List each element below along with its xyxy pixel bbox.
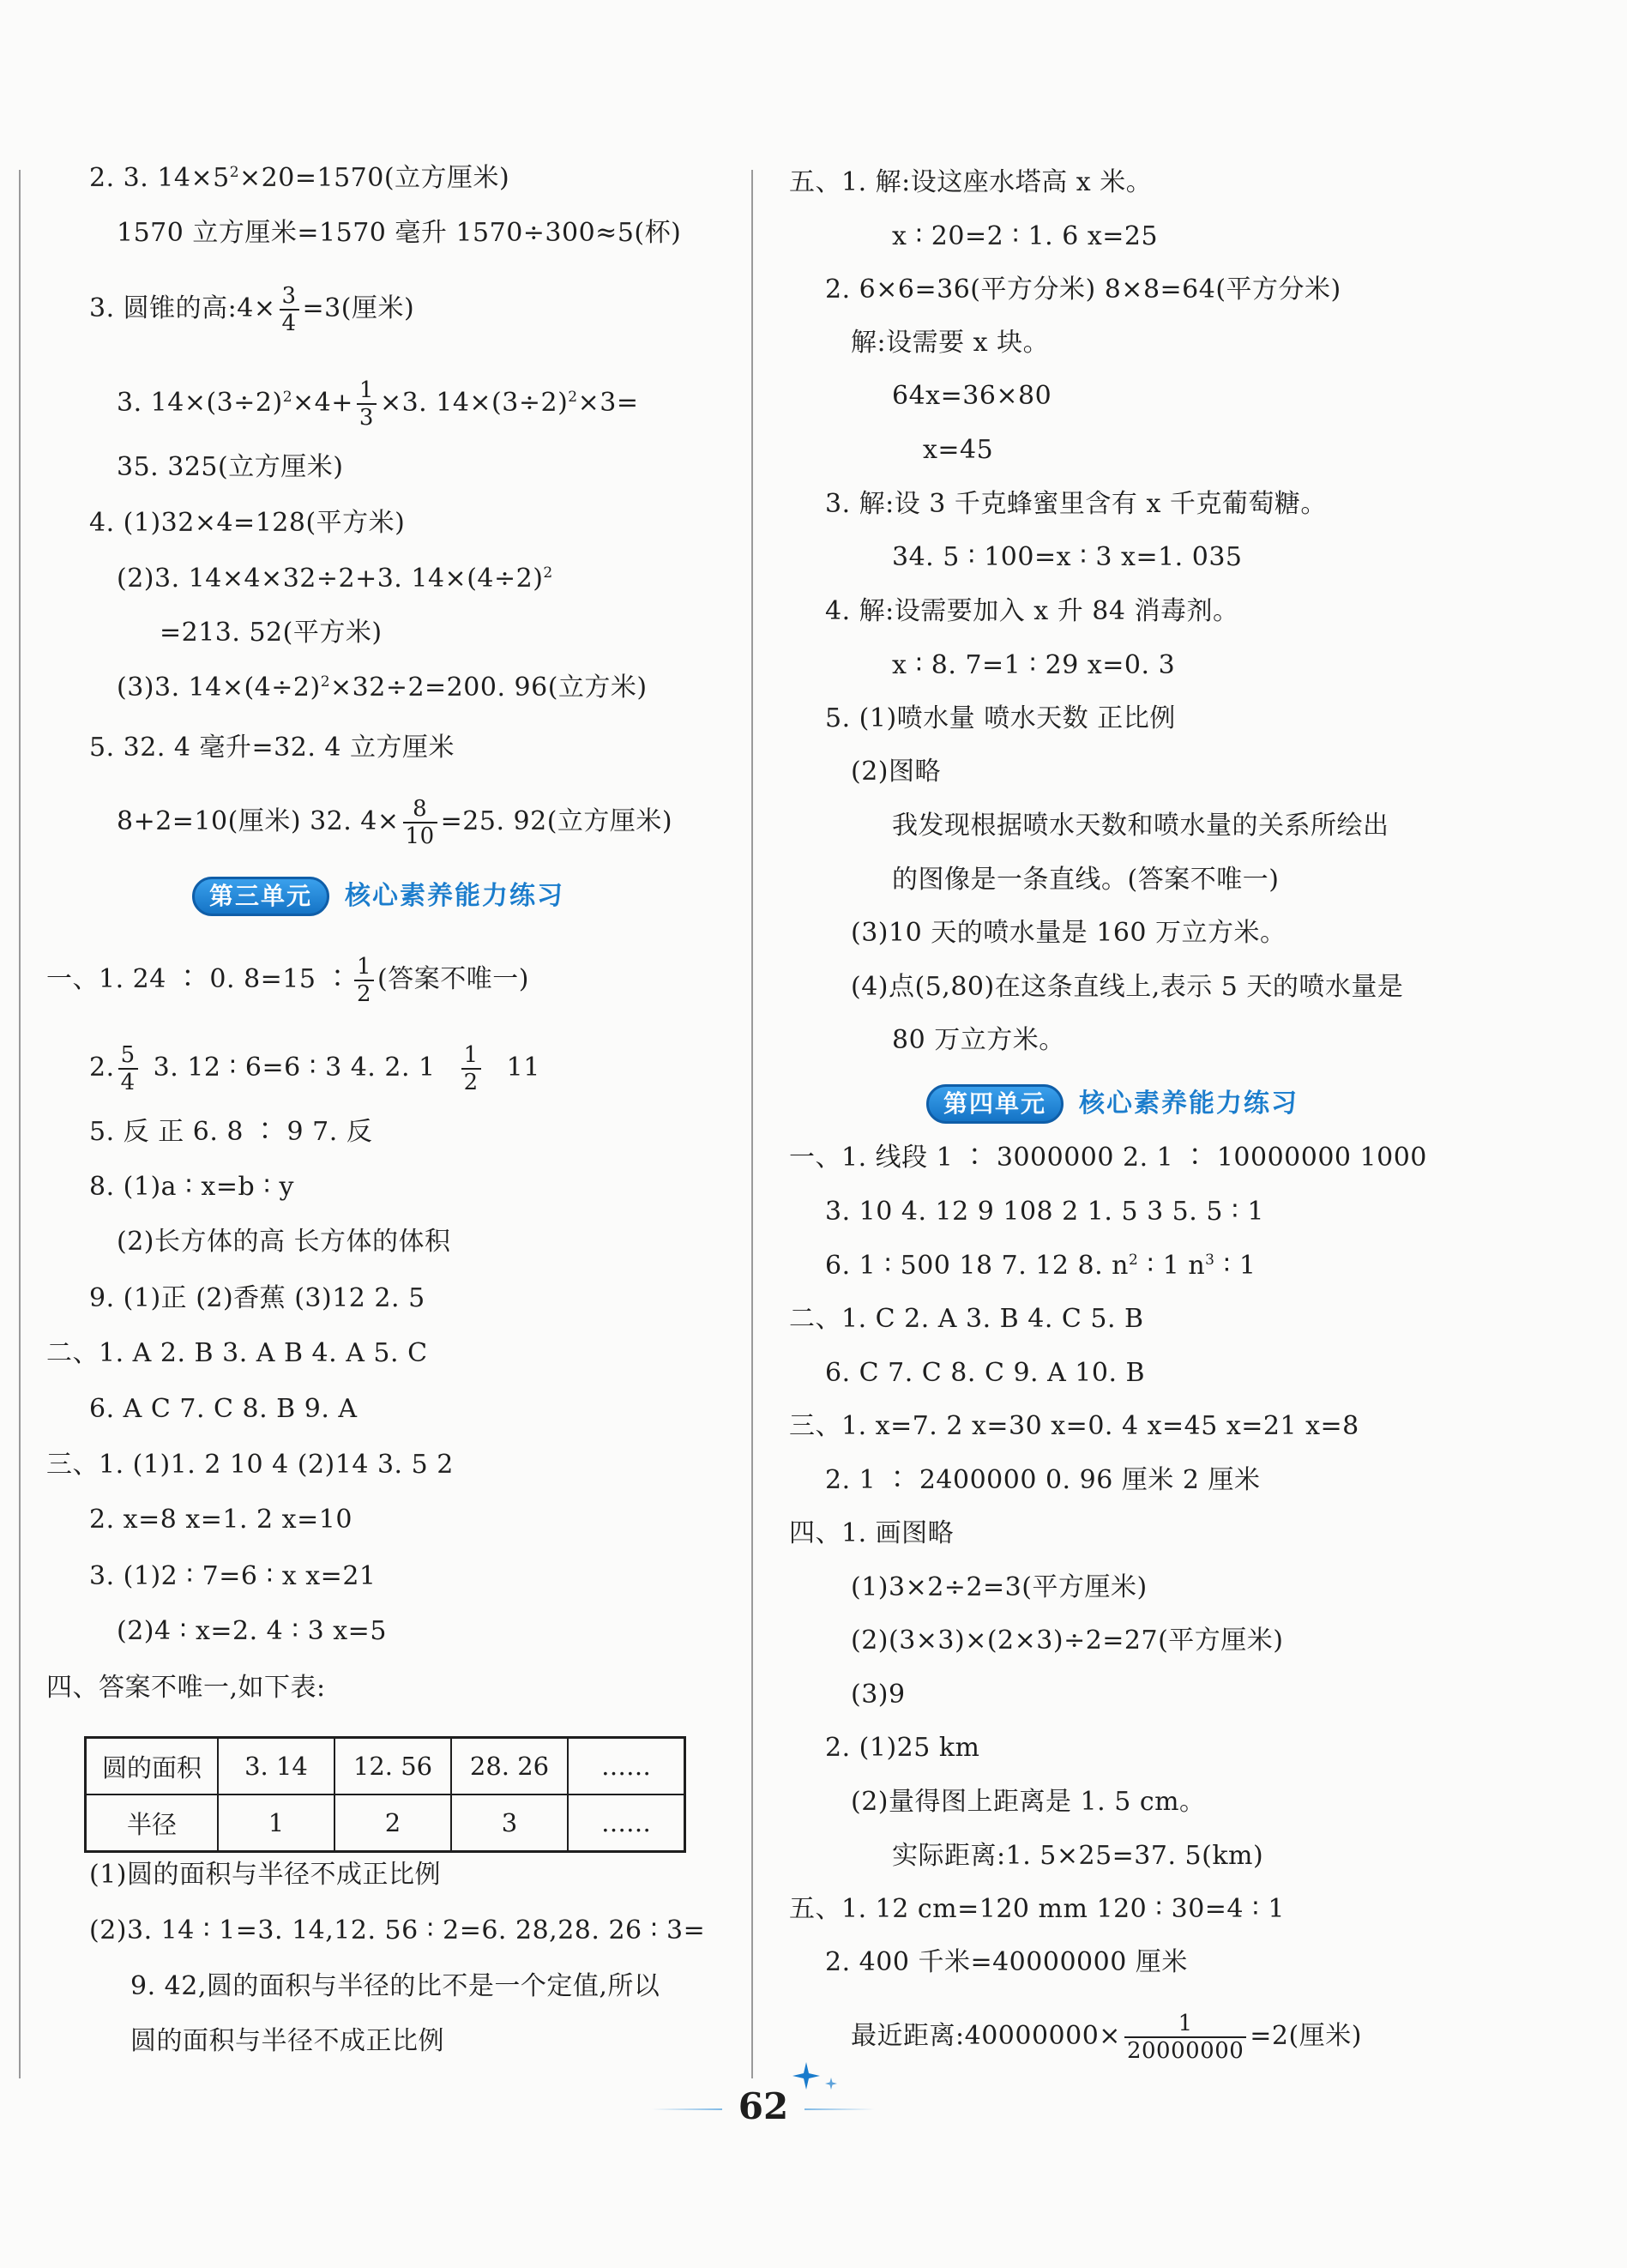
- answer-line: 6. 1 ∶ 500 18 7. 12 8. $n^2$ ∶ 1 $n^3$ ∶ 1: [825, 1251, 1256, 1281]
- answer-line: 34. 5 ∶ 100=x ∶ 3 x=1. 035: [892, 542, 1243, 572]
- table-cell: ……: [568, 1738, 685, 1795]
- answer-line: (3)3. $14\times(4\div 2)^2\times 32\div 2=200$. 96(立方米): [117, 673, 648, 703]
- answer-line: 2. 6×6=36(平方分米) 8×8=64(平方分米): [825, 274, 1341, 305]
- table-cell: 3. 14: [218, 1738, 334, 1795]
- answer-line: (3)9: [851, 1680, 906, 1710]
- table-row: [86, 1738, 685, 1795]
- area-radius-table: [84, 1736, 686, 1853]
- answer-line: 三、1. x=7. 2 x=30 x=0. 4 x=45 x=21 x=8: [789, 1411, 1359, 1441]
- answer-line: 2. $\frac{5}{4}$ 3. 12 ∶ 6=6 ∶ 3 4. 2. 1 $\frac{1}{2}$ 11: [89, 1042, 540, 1095]
- answer-line: 8. (1)a ∶ x=b ∶ y: [89, 1172, 295, 1202]
- answer-line: =213. 52(平方米): [160, 618, 383, 648]
- column-divider: [751, 170, 753, 2078]
- table-cell: 半径: [86, 1794, 219, 1852]
- answer-line: (2)(3×3)×(2×3)÷2=27(平方厘米): [851, 1626, 1284, 1656]
- answer-line: 9. (1)正 (2)香蕉 (3)12 2. 5: [89, 1283, 425, 1313]
- answer-line: 的图像是一条直线。(答案不唯一): [892, 865, 1280, 895]
- answer-line: 5. (1)喷水量 喷水天数 正比例: [825, 703, 1176, 733]
- answer-line: 解:设需要 x 块。: [851, 328, 1050, 358]
- answer-line: 2. 3. $14\times 5^2\times 20=1570$(立方厘米): [89, 163, 510, 193]
- answer-line: 2. (1)25 km: [825, 1733, 980, 1763]
- answer-line: 五、1. 解:设这座水塔高 x 米。: [789, 167, 1153, 197]
- answer-line: 2. x=8 x=1. 2 x=10: [89, 1505, 353, 1535]
- answer-line: 圆的面积与半径不成正比例: [130, 2026, 444, 2056]
- unit3-pill: 第三单元: [192, 877, 329, 916]
- answer-line: 3. 10 4. 12 9 108 2 1. 5 3 5. 5 ∶ 1: [825, 1197, 1264, 1227]
- answer-line: 四、答案不唯一,如下表:: [46, 1673, 326, 1703]
- answer-line: 80 万立方米。: [892, 1025, 1065, 1055]
- table-cell: 12. 56: [334, 1738, 451, 1795]
- table-cell: 2: [334, 1794, 451, 1852]
- answer-line: 9. 42,圆的面积与半径的比不是一个定值,所以: [130, 1971, 660, 2001]
- answer-line: 6. A C 7. C 8. B 9. A: [89, 1394, 358, 1424]
- table-cell: 圆的面积: [86, 1738, 219, 1795]
- answer-line: (4)点(5,80)在这条直线上,表示 5 天的喷水量是: [851, 972, 1404, 1002]
- answer-line: x ∶ 8. 7=1 ∶ 29 x=0. 3: [892, 650, 1176, 680]
- answer-line: 一、1. 线段 1 ∶ 3000000 2. 1 ∶ 10000000 1000: [789, 1143, 1427, 1173]
- right-column: [772, 0, 1627, 2268]
- answer-line: 35. 325(立方厘米): [117, 452, 344, 482]
- answer-line: 6. C 7. C 8. C 9. A 10. B: [825, 1358, 1146, 1388]
- answer-line: 5. 反 正 6. 8 ∶ 9 7. 反: [89, 1117, 373, 1147]
- answer-line: (2)图略: [851, 757, 941, 787]
- table-cell: 3: [451, 1794, 568, 1852]
- unit4-subtitle: 核心素养能力练习: [1079, 1089, 1299, 1119]
- fraction: $\frac{1}{2}$: [354, 954, 374, 1007]
- answer-line: 2. 1 ∶ 2400000 0. 96 厘米 2 厘米: [825, 1465, 1261, 1495]
- answer-line: 五、1. 12 cm=120 mm 120 ∶ 30=4 ∶ 1: [789, 1894, 1285, 1924]
- footer-rule-right: [804, 2108, 875, 2110]
- fraction: $\frac{1}{3}$: [357, 377, 377, 431]
- small-sparkle-icon: [823, 2076, 839, 2091]
- page-number: 62: [738, 2085, 789, 2127]
- unit3-subtitle: 核心素养能力练习: [345, 881, 564, 911]
- answer-line: 3. 解:设 3 千克蜂蜜里含有 x 千克葡萄糖。: [825, 489, 1327, 519]
- answer-line: x=45: [923, 435, 994, 465]
- left-margin-rule: [19, 170, 21, 2078]
- table-row: [86, 1794, 685, 1852]
- fraction: $\frac{1}{2}$: [461, 1042, 481, 1095]
- answer-line: 64x=36×80: [892, 381, 1052, 411]
- fraction: $\frac{5}{4}$: [118, 1042, 138, 1095]
- answer-line: 1570 立方厘米=1570 毫升 1570÷300≈5(杯): [117, 218, 682, 248]
- answer-line: (2)4 ∶ x=2. 4 ∶ 3 x=5: [117, 1616, 387, 1646]
- unit4-pill: 第四单元: [926, 1084, 1064, 1124]
- fraction: $\frac{1}{20000000}$: [1124, 2011, 1246, 2064]
- answer-line: 3. 圆锥的高:4× $\frac{3}{4}$ =3(厘米): [89, 283, 415, 336]
- unit3-banner: [192, 877, 707, 916]
- answer-line: 我发现根据喷水天数和喷水量的关系所绘出: [892, 811, 1389, 841]
- answer-line: 8+2=10(厘米) 32. 4× $\frac{8}{10}$ =25. 92(立方厘米): [117, 796, 673, 849]
- answer-line: 二、1. A 2. B 3. A B 4. A 5. C: [46, 1338, 428, 1368]
- answer-line: (1)3×2÷2=3(平方厘米): [851, 1572, 1148, 1602]
- answer-line: 5. 32. 4 毫升=32. 4 立方厘米: [89, 733, 455, 763]
- answer-line: (2)长方体的高 长方体的体积: [117, 1227, 451, 1257]
- answer-line: 4. 解:设需要加入 x 升 84 消毒剂。: [825, 596, 1239, 626]
- answer-line: 最近距离:40000000× $\frac{1}{20000000}$ =2(厘米): [851, 2011, 1362, 2064]
- fraction: $\frac{3}{4}$: [280, 283, 299, 336]
- answer-line: 一、1. 24 ∶ 0. 8=15 ∶ $\frac{1}{2}$ (答案不唯一): [46, 954, 529, 1007]
- answer-line: 3. $14\times(3\div 2)^2\times 4+$ $\frac{1}{3}$ ×3. $14\times(3\div 2)^2\times 3=$: [117, 377, 639, 431]
- answer-line: (2)3. 14 ∶ 1=3. 14,12. 56 ∶ 2=6. 28,28. 26 ∶ 3=: [89, 1915, 706, 1945]
- footer-rule-left: [652, 2108, 722, 2110]
- answer-line: 2. 400 千米=40000000 厘米: [825, 1947, 1188, 1977]
- table-cell: ……: [568, 1794, 685, 1852]
- answer-line: 四、1. 画图略: [789, 1518, 955, 1548]
- left-column: [0, 0, 772, 2268]
- answer-line: 4. (1)32×4=128(平方米): [89, 508, 406, 538]
- answer-line: 二、1. C 2. A 3. B 4. C 5. B: [789, 1304, 1144, 1334]
- answer-line: x ∶ 20=2 ∶ 1. 6 x=25: [892, 221, 1159, 251]
- answer-line: (3)10 天的喷水量是 160 万立方米。: [851, 918, 1287, 948]
- answer-line: 3. (1)2 ∶ 7=6 ∶ x x=21: [89, 1561, 377, 1591]
- answer-line: 三、1. (1)1. 2 10 4 (2)14 3. 5 2: [46, 1450, 454, 1480]
- table-cell: 28. 26: [451, 1738, 568, 1795]
- table-cell: 1: [218, 1794, 334, 1852]
- answer-line: (2)量得图上距离是 1. 5 cm。: [851, 1787, 1206, 1817]
- answer-line: (2)3. 14×4×32÷2+3. $14\times(4\div 2)^2$: [117, 564, 553, 594]
- fraction: $\frac{8}{10}$: [403, 796, 437, 849]
- unit4-banner: [926, 1084, 1441, 1124]
- answer-line: (1)圆的面积与半径不成正比例: [89, 1860, 441, 1890]
- answer-line: 实际距离:1. 5×25=37. 5(km): [892, 1841, 1264, 1871]
